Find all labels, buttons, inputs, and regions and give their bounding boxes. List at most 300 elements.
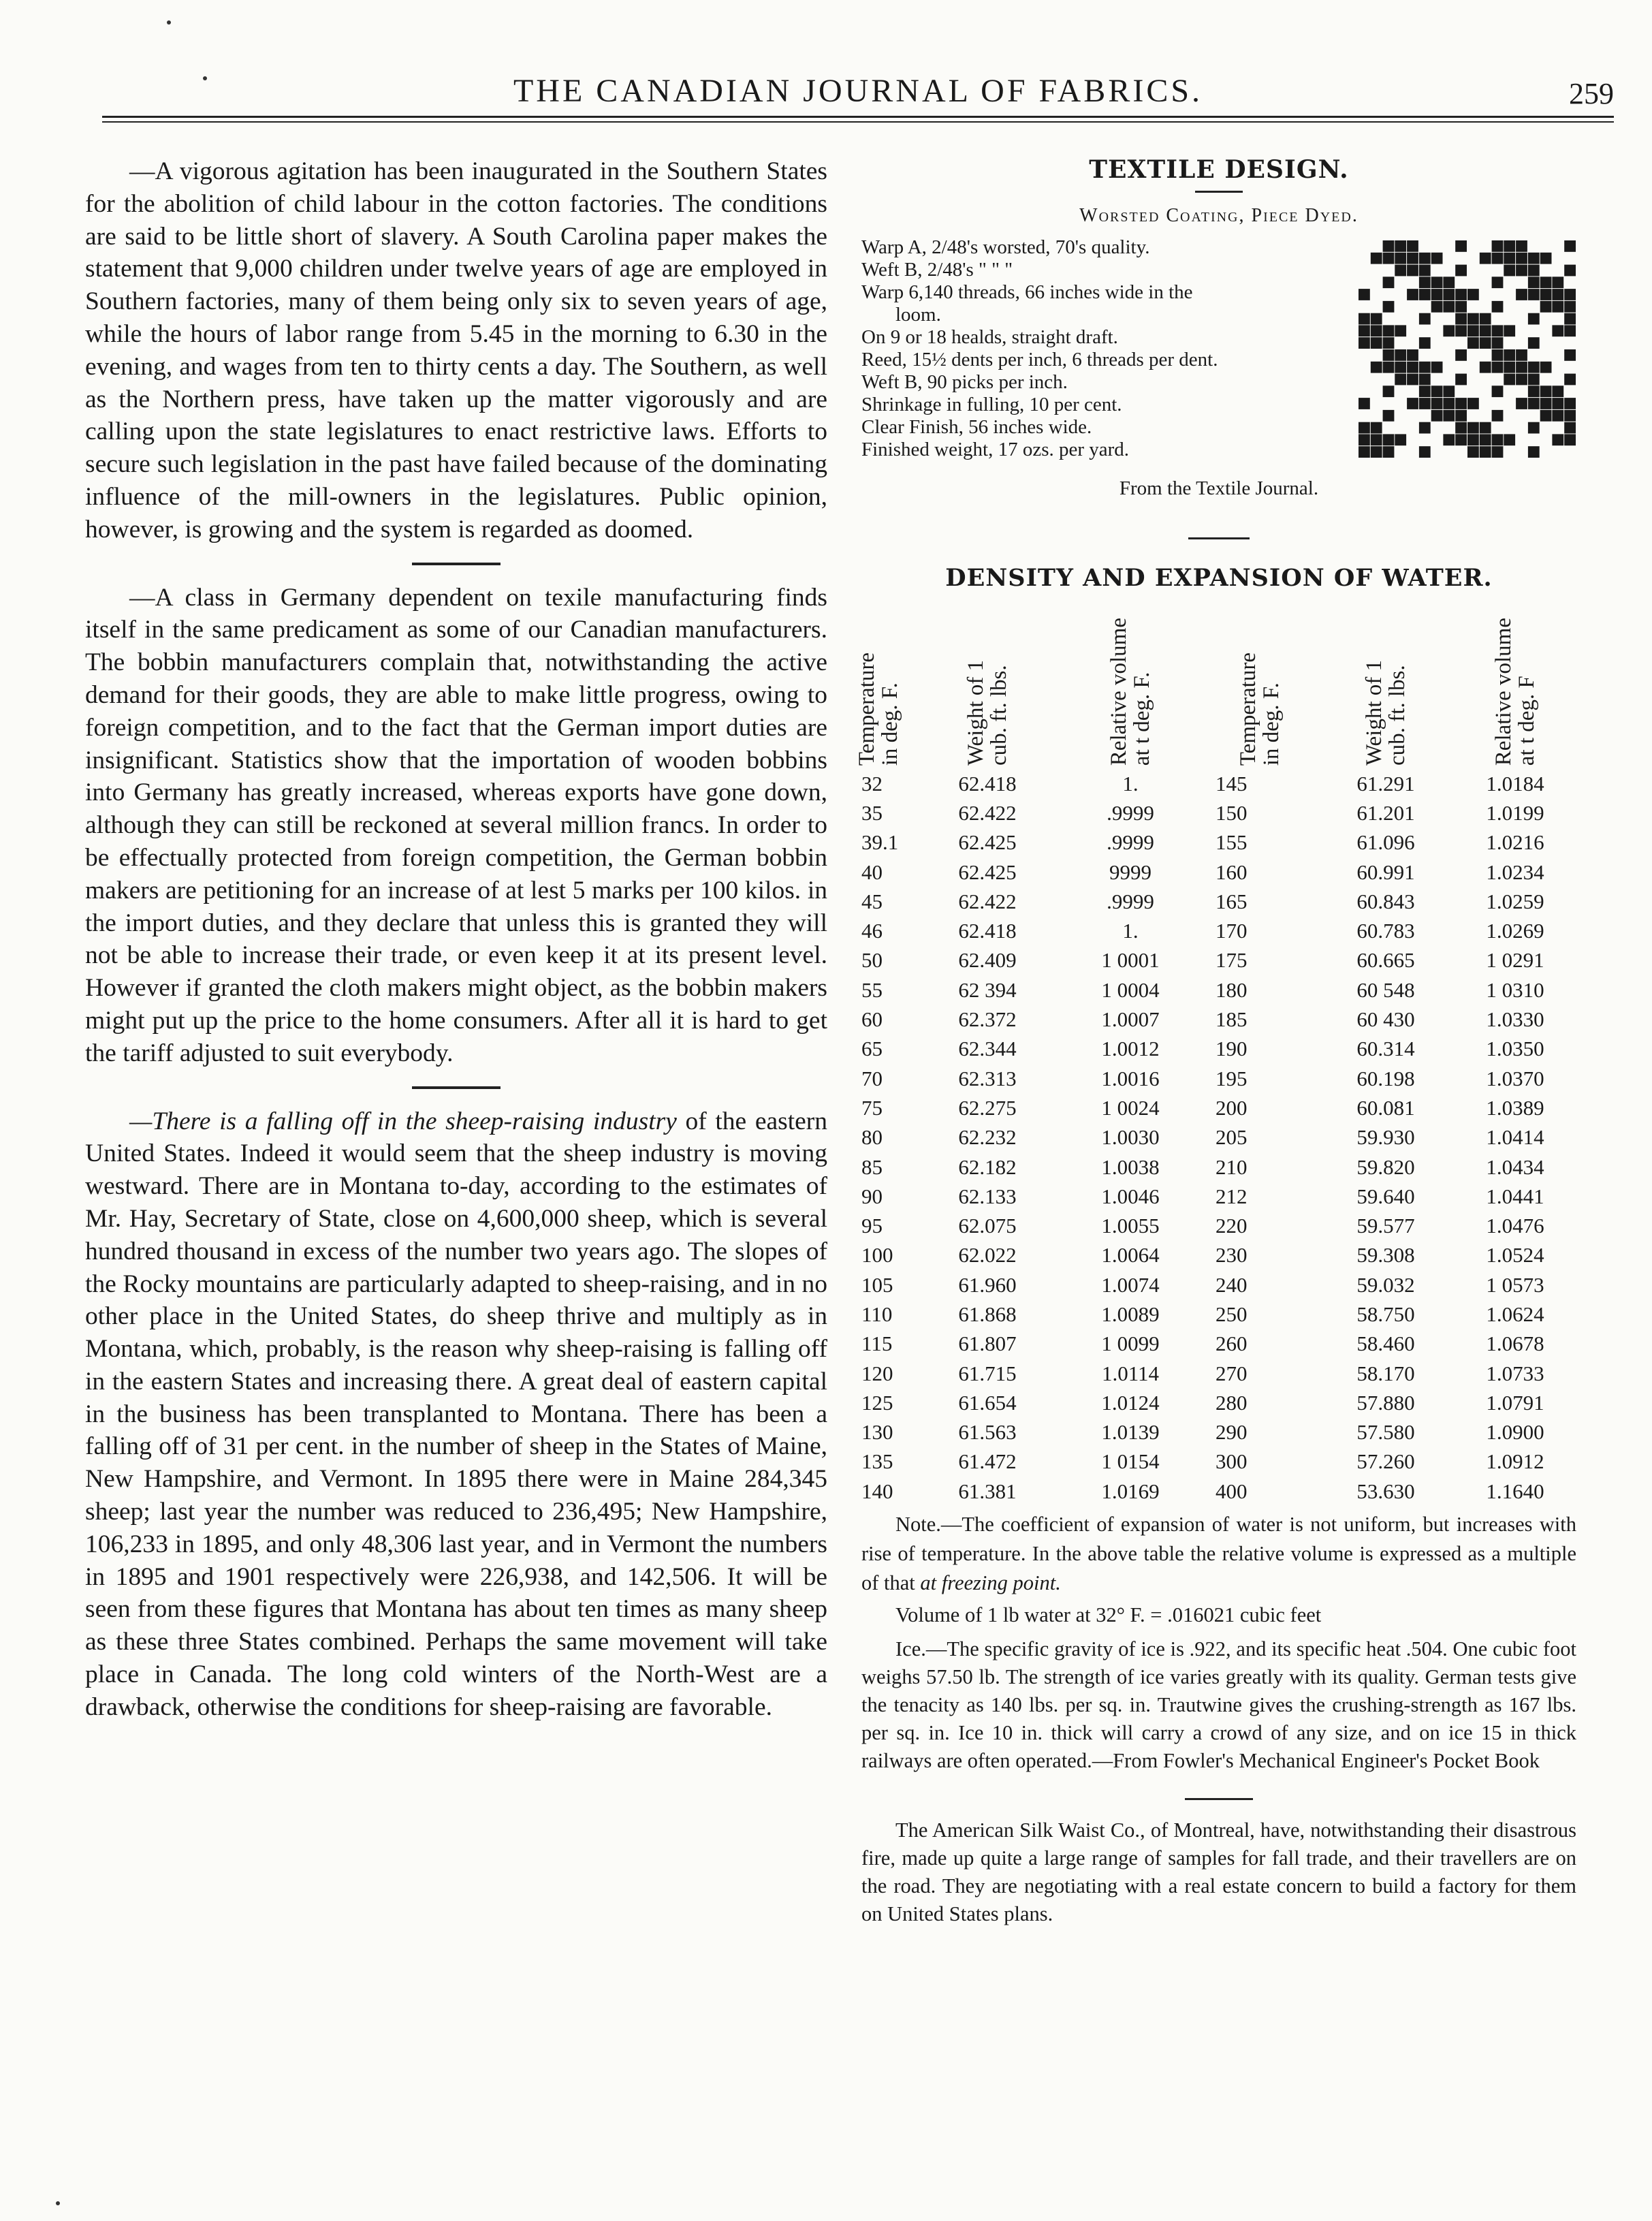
table-cell: 1.0414 (1486, 1125, 1544, 1150)
table-cell: 61.096 (1356, 830, 1415, 855)
table-cell: 60 430 (1356, 1007, 1415, 1032)
weave-cell (1395, 325, 1406, 336)
left-column (85, 155, 827, 1724)
table-cell: 200 (1216, 1095, 1248, 1120)
table-cell: 100 (861, 1243, 893, 1267)
weave-cell (1419, 289, 1431, 300)
weave-cell (1504, 325, 1515, 336)
weave-cell (1383, 446, 1395, 458)
table-row (841, 1182, 1576, 1211)
weave-cell (1419, 398, 1431, 409)
table-cell: 105 (861, 1272, 893, 1297)
weave-cell (1540, 398, 1552, 409)
table-cell: 240 (1216, 1272, 1248, 1297)
table-cell: 70 (861, 1066, 883, 1090)
weave-cell (1552, 325, 1563, 336)
weave-cell (1467, 434, 1479, 445)
note-paragraph (861, 1510, 1576, 1598)
weave-cell (1492, 301, 1504, 313)
weave-cell (1383, 325, 1395, 336)
table-cell: 59.032 (1356, 1272, 1415, 1297)
table-cell: 61.654 (958, 1390, 1017, 1415)
table-cell: 1.1640 (1486, 1479, 1544, 1503)
right-column (855, 155, 1576, 1928)
weave-cell (1467, 446, 1479, 458)
table-cell: 62.075 (958, 1214, 1017, 1238)
weave-cell (1528, 362, 1540, 373)
table-row (841, 1299, 1576, 1329)
weave-cell (1564, 325, 1576, 336)
table-cell: 1.0012 (1101, 1037, 1160, 1061)
weave-cell (1443, 398, 1455, 409)
table-row (841, 1359, 1576, 1388)
table-row (841, 1152, 1576, 1182)
spec-line: loom. (895, 304, 941, 326)
table-cell: 120 (861, 1361, 893, 1385)
spec-line: Warp 6,140 threads, 66 inches wide in the (861, 281, 1193, 303)
table-cell: 212 (1216, 1184, 1248, 1208)
weave-cell (1564, 410, 1576, 422)
table-cell: 205 (1216, 1125, 1248, 1150)
table-cell: 260 (1216, 1332, 1248, 1356)
table-cell: 1.0476 (1486, 1214, 1544, 1238)
table-cell: 1.0038 (1101, 1154, 1160, 1179)
table-cell: 61.563 (958, 1420, 1017, 1445)
table-cell: 61.868 (958, 1302, 1017, 1326)
table-cell: 62.182 (958, 1154, 1017, 1179)
table-cell: 230 (1216, 1243, 1248, 1267)
table-cell: 59.820 (1356, 1154, 1415, 1179)
spec-line: Warp A, 2/48's worsted, 70's quality. (861, 236, 1150, 258)
weave-cell (1407, 240, 1418, 252)
table-cell: 90 (861, 1184, 883, 1208)
table-cell: 1.0016 (1101, 1066, 1160, 1090)
table-cell: 1.0791 (1486, 1390, 1544, 1415)
table-row (841, 1418, 1576, 1447)
weave-cell (1528, 289, 1540, 300)
weave-cell (1371, 362, 1382, 373)
table-cell: 61.960 (958, 1272, 1017, 1297)
table-cell: .9999 (1107, 800, 1154, 825)
table-cell: 95 (861, 1214, 883, 1238)
weave-cell (1431, 289, 1443, 300)
speck (167, 20, 171, 25)
weave-cell (1492, 337, 1504, 349)
weave-cell (1419, 253, 1431, 264)
table-cell: 60.783 (1356, 919, 1415, 943)
speck (56, 2201, 60, 2205)
table-row (841, 975, 1576, 1005)
table-row (841, 1005, 1576, 1034)
table-cell: 135 (861, 1449, 893, 1474)
weave-cell (1443, 301, 1455, 313)
table-cell: 110 (861, 1302, 893, 1326)
weave-cell (1552, 289, 1563, 300)
table-cell: 250 (1216, 1302, 1248, 1326)
table-cell: 1.0678 (1486, 1332, 1544, 1356)
table-cell: 59.640 (1356, 1184, 1415, 1208)
weave-cell (1564, 240, 1576, 252)
column-header: Relative volume at t deg. F. (1107, 617, 1154, 766)
weave-cell (1395, 349, 1406, 361)
weave-cell (1528, 446, 1540, 458)
table-cell: 175 (1216, 948, 1248, 973)
table-row (841, 769, 1576, 798)
weave-cell (1359, 325, 1370, 336)
weave-cell (1504, 434, 1515, 445)
weave-cell (1516, 289, 1527, 300)
weave-cell (1492, 385, 1504, 397)
table-cell: 62.409 (958, 948, 1017, 973)
table-cell: 1. (1122, 771, 1139, 796)
weave-cell (1455, 410, 1467, 422)
table-cell: 140 (861, 1479, 893, 1503)
table-cell: 45 (861, 889, 883, 913)
weave-cell (1359, 289, 1370, 300)
weave-cell (1528, 422, 1540, 434)
table-cell: 1.0030 (1101, 1125, 1160, 1150)
table-cell: 60.081 (1356, 1095, 1415, 1120)
weave-cell (1467, 398, 1479, 409)
weave-cell (1492, 349, 1504, 361)
table-cell: 61.715 (958, 1361, 1017, 1385)
table-cell: 59.577 (1356, 1214, 1415, 1238)
table-cell: 61.291 (1356, 771, 1415, 796)
table-cell: 60 548 (1356, 977, 1415, 1002)
table-cell: 60.314 (1356, 1037, 1415, 1061)
column-header: Relative volume at t deg. F (1491, 617, 1539, 766)
weave-cell (1395, 362, 1406, 373)
table-cell: 62.372 (958, 1007, 1017, 1032)
table-cell: 62.344 (958, 1037, 1017, 1061)
weave-cell (1528, 265, 1540, 277)
weave-cell (1516, 265, 1527, 277)
weave-cell (1419, 422, 1431, 434)
weave-cell (1383, 277, 1395, 288)
table-row (841, 1447, 1576, 1477)
table-cell: 55 (861, 977, 883, 1002)
weave-cell (1407, 253, 1418, 264)
weave-cell (1564, 289, 1576, 300)
weave-cell (1504, 253, 1515, 264)
table-row (841, 1123, 1576, 1152)
weave-cell (1564, 398, 1576, 409)
column-header: Weight of 1 cub. ft. lbs. (964, 660, 1011, 766)
weave-cell (1419, 265, 1431, 277)
table-cell: 155 (1216, 830, 1248, 855)
table-cell: .9999 (1107, 830, 1154, 855)
weave-cell (1395, 240, 1406, 252)
table-cell: 1.0259 (1486, 889, 1544, 913)
weave-cell (1455, 301, 1467, 313)
volume-line: Volume of 1 lb water at 32° F. = .016021 cubic feet (895, 1603, 1322, 1627)
table-cell: 1.0199 (1486, 800, 1544, 825)
weave-cell (1407, 265, 1418, 277)
weave-cell (1552, 398, 1563, 409)
weave-cell (1540, 289, 1552, 300)
density-title: DENSITY AND EXPANSION OF WATER. (945, 564, 1493, 592)
table-row (841, 1270, 1576, 1299)
weave-cell (1383, 240, 1395, 252)
table-cell: 165 (1216, 889, 1248, 913)
table-cell: 80 (861, 1125, 883, 1150)
table-row (841, 1241, 1576, 1270)
weave-cell (1431, 253, 1443, 264)
table-cell: 1.0184 (1486, 771, 1544, 796)
table-cell: 1.0624 (1486, 1302, 1544, 1326)
table-cell: 1.0064 (1101, 1243, 1160, 1267)
table-cell: 1.0055 (1101, 1214, 1160, 1238)
weave-pattern-diagram (1359, 240, 1576, 458)
weave-cell (1540, 385, 1552, 397)
weave-cell (1504, 349, 1515, 361)
table-cell: 185 (1216, 1007, 1248, 1032)
weave-cell (1516, 240, 1527, 252)
weave-cell (1359, 313, 1370, 325)
table-cell: 1.0733 (1486, 1361, 1544, 1385)
weave-cell (1431, 398, 1443, 409)
weave-cell (1492, 362, 1504, 373)
table-cell: 1.0114 (1101, 1361, 1160, 1385)
weave-cell (1540, 362, 1552, 373)
table-row (841, 1388, 1576, 1417)
table-cell: 60.665 (1356, 948, 1415, 973)
weave-cell (1371, 313, 1382, 325)
table-cell: 1.0046 (1101, 1184, 1160, 1208)
table-cell: 65 (861, 1037, 883, 1061)
table-cell: 58.170 (1356, 1361, 1415, 1385)
textile-design-block (861, 227, 1576, 513)
textile-design-subtitle: Worsted Coating, Piece Dyed. (1079, 205, 1359, 226)
weave-cell (1480, 362, 1491, 373)
weave-cell (1383, 253, 1395, 264)
table-cell: 1 0154 (1101, 1449, 1160, 1474)
weave-cell (1455, 374, 1467, 385)
table-cell: 62.133 (958, 1184, 1017, 1208)
weave-cell (1419, 362, 1431, 373)
weave-cell (1395, 253, 1406, 264)
weave-cell (1552, 410, 1563, 422)
table-cell: 61.472 (958, 1449, 1017, 1474)
table-cell: 1.0912 (1486, 1449, 1544, 1474)
weave-cell (1492, 240, 1504, 252)
weave-cell (1371, 422, 1382, 434)
column-header: Weight of 1 cub. ft. lbs. (1362, 660, 1410, 766)
weave-cell (1371, 325, 1382, 336)
table-cell: 1.0269 (1486, 919, 1544, 943)
weave-cell (1564, 265, 1576, 277)
weave-cell (1407, 349, 1418, 361)
weave-cell (1480, 446, 1491, 458)
table-cell: 1.0169 (1101, 1479, 1160, 1503)
weave-cell (1467, 337, 1479, 349)
weave-cell (1516, 349, 1527, 361)
weave-cell (1492, 277, 1504, 288)
weave-cell (1443, 289, 1455, 300)
weave-cell (1540, 301, 1552, 313)
weave-cell (1455, 434, 1467, 445)
weave-cell (1419, 277, 1431, 288)
weave-cell (1480, 422, 1491, 434)
table-cell: 1 0001 (1101, 948, 1160, 973)
weave-cell (1395, 374, 1406, 385)
separator-rule (412, 1086, 501, 1089)
table-cell: 1.0234 (1486, 860, 1544, 884)
density-header-row (841, 599, 1576, 769)
spec-line: Reed, 15½ dents per inch, 6 threads per dent. (861, 349, 1218, 371)
table-cell: 62 394 (958, 977, 1017, 1002)
spec-line: On 9 or 18 healds, straight draft. (861, 326, 1118, 348)
table-cell: 62.422 (958, 800, 1017, 825)
separator-rule (1195, 191, 1243, 193)
weave-cell (1455, 325, 1467, 336)
header-rule (102, 116, 1614, 123)
table-cell: 270 (1216, 1361, 1248, 1385)
weave-cell (1564, 434, 1576, 445)
table-cell: 62.275 (958, 1095, 1017, 1120)
table-cell: 40 (861, 860, 883, 884)
table-cell: 35 (861, 800, 883, 825)
table-cell: 400 (1216, 1479, 1248, 1503)
table-cell: 60 (861, 1007, 883, 1032)
weave-cell (1528, 398, 1540, 409)
density-table-body (841, 769, 1576, 1506)
table-cell: 61.201 (1356, 800, 1415, 825)
weave-cell (1467, 289, 1479, 300)
sheep-paragraph-lead: —There is a falling off in the sheep-raising industry (129, 1107, 677, 1135)
table-row (841, 1477, 1576, 1506)
bobbin-paragraph: —A class in Germany dependent on texile manufacturing finds itself in the same predicament as some of our Canadian manufacturers. The bobbin manufacturers complain that, notwithstanding the active demand for their goods, they are able to make little progress, owing to foreign competition, and to the fact that the German import duties are insignificant. Statistics show that the importation of wooden bobbins into Germany has greatly increased, whereas exports have gone down, although they can still be reckoned at several million francs. In order to be effectually protected from foreign competition, the German bobbin makers are petitioning for an increase of at lest 5 marks per 100 kilos. in the import duties, and they declare that unless this is granted they will not be able to increase their trade, or even keep it at its present level. However if granted the cloth makers might object, as the bobbin makers might put up the price to the home consumers. After all it is hard to get the tariff adjusted to suit everybody. (85, 583, 827, 1067)
weave-cell (1443, 385, 1455, 397)
table-cell: 1.0370 (1486, 1066, 1544, 1090)
table-cell: 60.198 (1356, 1066, 1415, 1090)
table-cell: 210 (1216, 1154, 1248, 1179)
note-italic: at freezing point. (920, 1571, 1061, 1595)
table-cell: 180 (1216, 977, 1248, 1002)
weave-cell (1528, 277, 1540, 288)
table-cell: 1 0004 (1101, 977, 1160, 1002)
weave-cell (1455, 289, 1467, 300)
table-cell: 62.422 (958, 889, 1017, 913)
weave-cell (1419, 446, 1431, 458)
separator-rule (1185, 1798, 1253, 1800)
running-title: THE CANADIAN JOURNAL OF FABRICS. (513, 73, 1203, 109)
page-header (102, 67, 1614, 121)
table-cell: 1 0291 (1486, 948, 1544, 973)
table-row (841, 946, 1576, 975)
table-row (841, 1064, 1576, 1093)
separator-rule (1188, 537, 1250, 539)
table-cell: .9999 (1107, 889, 1154, 913)
weave-cell (1540, 253, 1552, 264)
table-cell: 280 (1216, 1390, 1248, 1415)
weave-cell (1480, 434, 1491, 445)
table-cell: 60.991 (1356, 860, 1415, 884)
weave-cell (1443, 410, 1455, 422)
table-cell: 170 (1216, 919, 1248, 943)
table-row (841, 916, 1576, 945)
table-cell: 61.381 (958, 1479, 1017, 1503)
silk-waist-paragraph: The American Silk Waist Co., of Montreal, have, notwithstanding their disastrous fire, made up quite a large range of samples for fall trade, and their travellers are on the road. They are negotiating with a real estate concern to build a factory for them on United States plans. (861, 1818, 1576, 1926)
weave-cell (1359, 398, 1370, 409)
table-cell: 220 (1216, 1214, 1248, 1238)
table-cell: 1.0441 (1486, 1184, 1544, 1208)
table-row (841, 1211, 1576, 1240)
weave-cell (1504, 265, 1515, 277)
weave-cell (1419, 385, 1431, 397)
weave-cell (1419, 337, 1431, 349)
weave-cell (1395, 265, 1406, 277)
spec-line: Shrinkage in fulling, 10 per cent. (861, 394, 1122, 415)
table-cell: 130 (861, 1420, 893, 1445)
table-cell: 62.313 (958, 1066, 1017, 1090)
weave-cell (1359, 434, 1370, 445)
table-cell: 1.0900 (1486, 1420, 1544, 1445)
table-cell: 160 (1216, 860, 1248, 884)
weave-cell (1359, 422, 1370, 434)
weave-cell (1431, 385, 1443, 397)
weave-cell (1492, 446, 1504, 458)
weave-cell (1407, 289, 1418, 300)
weave-cell (1504, 240, 1515, 252)
weave-cell (1371, 337, 1382, 349)
table-cell: 58.750 (1356, 1302, 1415, 1326)
weave-cell (1455, 240, 1467, 252)
table-cell: 75 (861, 1095, 883, 1120)
table-row (841, 1035, 1576, 1064)
table-cell: 1.0389 (1486, 1095, 1544, 1120)
table-row (841, 1093, 1576, 1122)
table-cell: 53.630 (1356, 1479, 1415, 1503)
weave-cell (1564, 301, 1576, 313)
table-cell: 190 (1216, 1037, 1248, 1061)
weave-cell (1383, 301, 1395, 313)
weave-cell (1480, 325, 1491, 336)
table-row (841, 887, 1576, 916)
weave-cell (1419, 374, 1431, 385)
weave-cell (1552, 301, 1563, 313)
weave-cell (1455, 313, 1467, 325)
weave-cell (1528, 385, 1540, 397)
weave-cell (1528, 253, 1540, 264)
weave-cell (1504, 362, 1515, 373)
weave-cell (1407, 374, 1418, 385)
weave-cell (1492, 410, 1504, 422)
table-cell: 1 0573 (1486, 1272, 1544, 1297)
table-cell: 1 0099 (1101, 1332, 1160, 1356)
table-cell: 9999 (1109, 860, 1151, 884)
table-cell: 125 (861, 1390, 893, 1415)
table-cell: 195 (1216, 1066, 1248, 1090)
table-cell: 58.460 (1356, 1332, 1415, 1356)
spec-line: Weft B, 90 picks per inch. (861, 371, 1068, 393)
weave-cell (1467, 313, 1479, 325)
weave-cell (1443, 325, 1455, 336)
weave-cell (1552, 385, 1563, 397)
weave-cell (1516, 398, 1527, 409)
table-cell: 1.0074 (1101, 1272, 1160, 1297)
table-cell: 85 (861, 1154, 883, 1179)
weave-cell (1383, 362, 1395, 373)
weave-cell (1383, 434, 1395, 445)
table-cell: 1. (1122, 919, 1139, 943)
table-cell: 1.0216 (1486, 830, 1544, 855)
weave-cell (1443, 434, 1455, 445)
ice-paragraph: Ice.—The specific gravity of ice is .922, and its specific heat .504. One cubic foot weighs 57.50 lb. The strength of ice varies greatly with its quality. German tests give the tenacity as 140 lbs. per sq. in. Trautwine gives the crushing-strength as 167 lbs. per sq. in. Ice 10 in. thick will carry a crowd of any size, and on ice 15 in thick railways are often operated.—From Fowler's Mechanical Engineer's Pocket Book (861, 1637, 1576, 1773)
table-cell: 46 (861, 919, 883, 943)
separator-rule (412, 563, 501, 565)
table-cell: 60.843 (1356, 889, 1415, 913)
